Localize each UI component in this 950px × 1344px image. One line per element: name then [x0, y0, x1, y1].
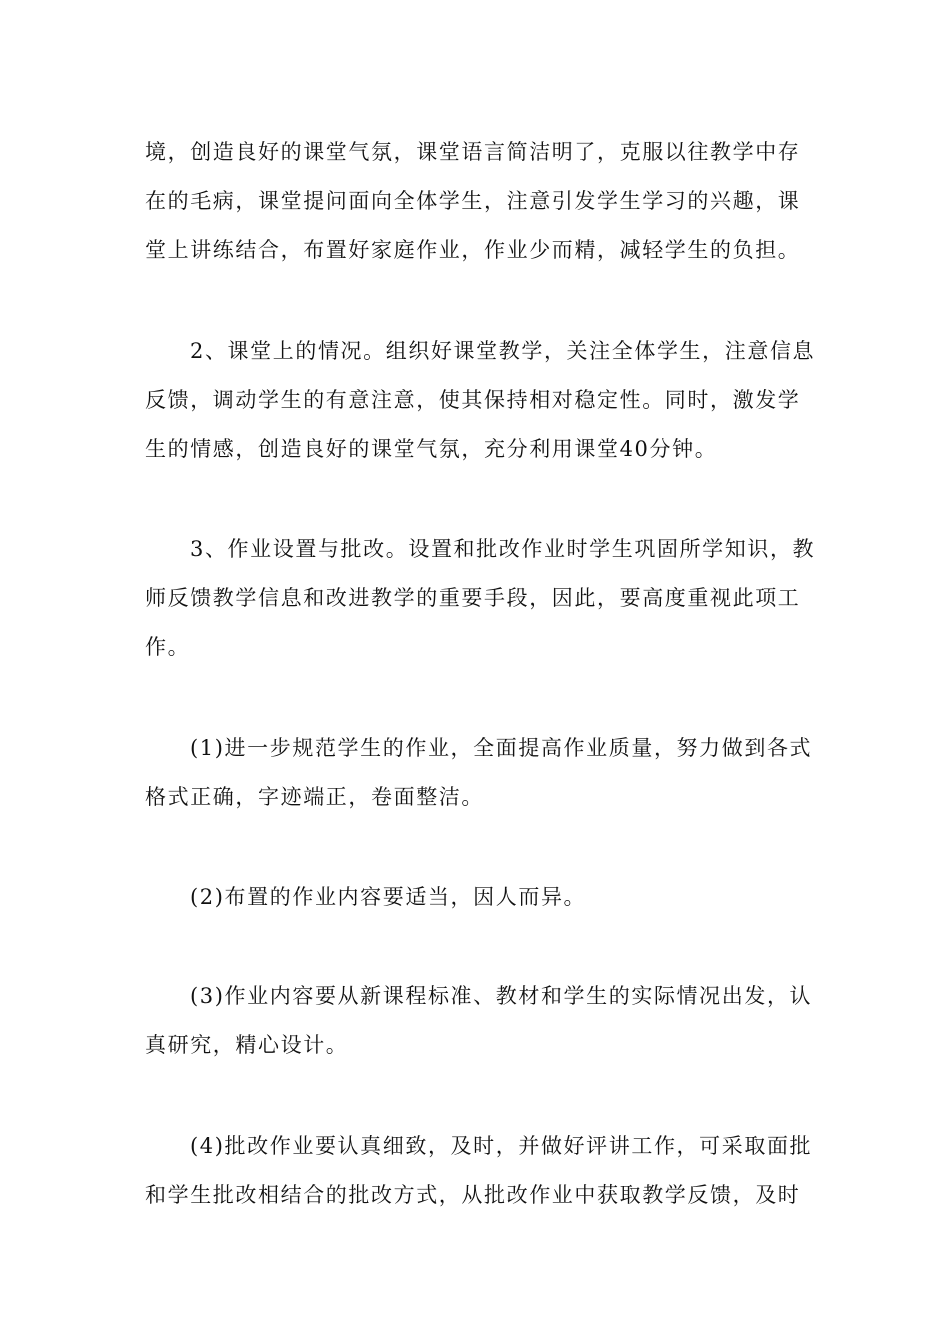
text-line: 生的情感，创造良好的课堂气氛，充分利用课堂40分钟。: [145, 437, 718, 461]
text-line: 格式正确，字迹端正，卷面整洁。: [145, 785, 484, 809]
text-line: 和学生批改相结合的批改方式，从批改作业中获取教学反馈，及时: [145, 1183, 801, 1207]
text-line: 2、课堂上的情况。组织好课堂教学，关注全体学生，注意信息: [190, 339, 816, 363]
text-line: 3、作业设置与批改。设置和批改作业时学生巩固所学知识，教: [190, 537, 816, 561]
text-line: (3)作业内容要从新课程标准、教材和学生的实际情况出发，认: [190, 984, 813, 1008]
text-line: 师反馈教学信息和改进教学的重要手段，因此，要高度重视此项工: [145, 586, 801, 610]
text-line: 作。: [145, 635, 191, 659]
text-line: (2)布置的作业内容要适当，因人而异。: [190, 885, 587, 909]
text-line: 真研究，精心设计。: [145, 1033, 349, 1057]
text-line: 反馈，调动学生的有意注意，使其保持相对稳定性。同时，激发学: [145, 388, 801, 412]
text-line: 境，创造良好的课堂气氛，课堂语言简洁明了，克服以往教学中存: [145, 140, 801, 164]
text-line: (1)进一步规范学生的作业，全面提高作业质量，努力做到各式: [190, 736, 813, 760]
text-line: 堂上讲练结合，布置好家庭作业，作业少而精，减轻学生的负担。: [145, 238, 801, 262]
text-line: 在的毛病，课堂提问面向全体学生，注意引发学生学习的兴趣，课: [145, 189, 801, 213]
text-line: (4)批改作业要认真细致，及时，并做好评讲工作，可采取面批: [190, 1134, 813, 1158]
